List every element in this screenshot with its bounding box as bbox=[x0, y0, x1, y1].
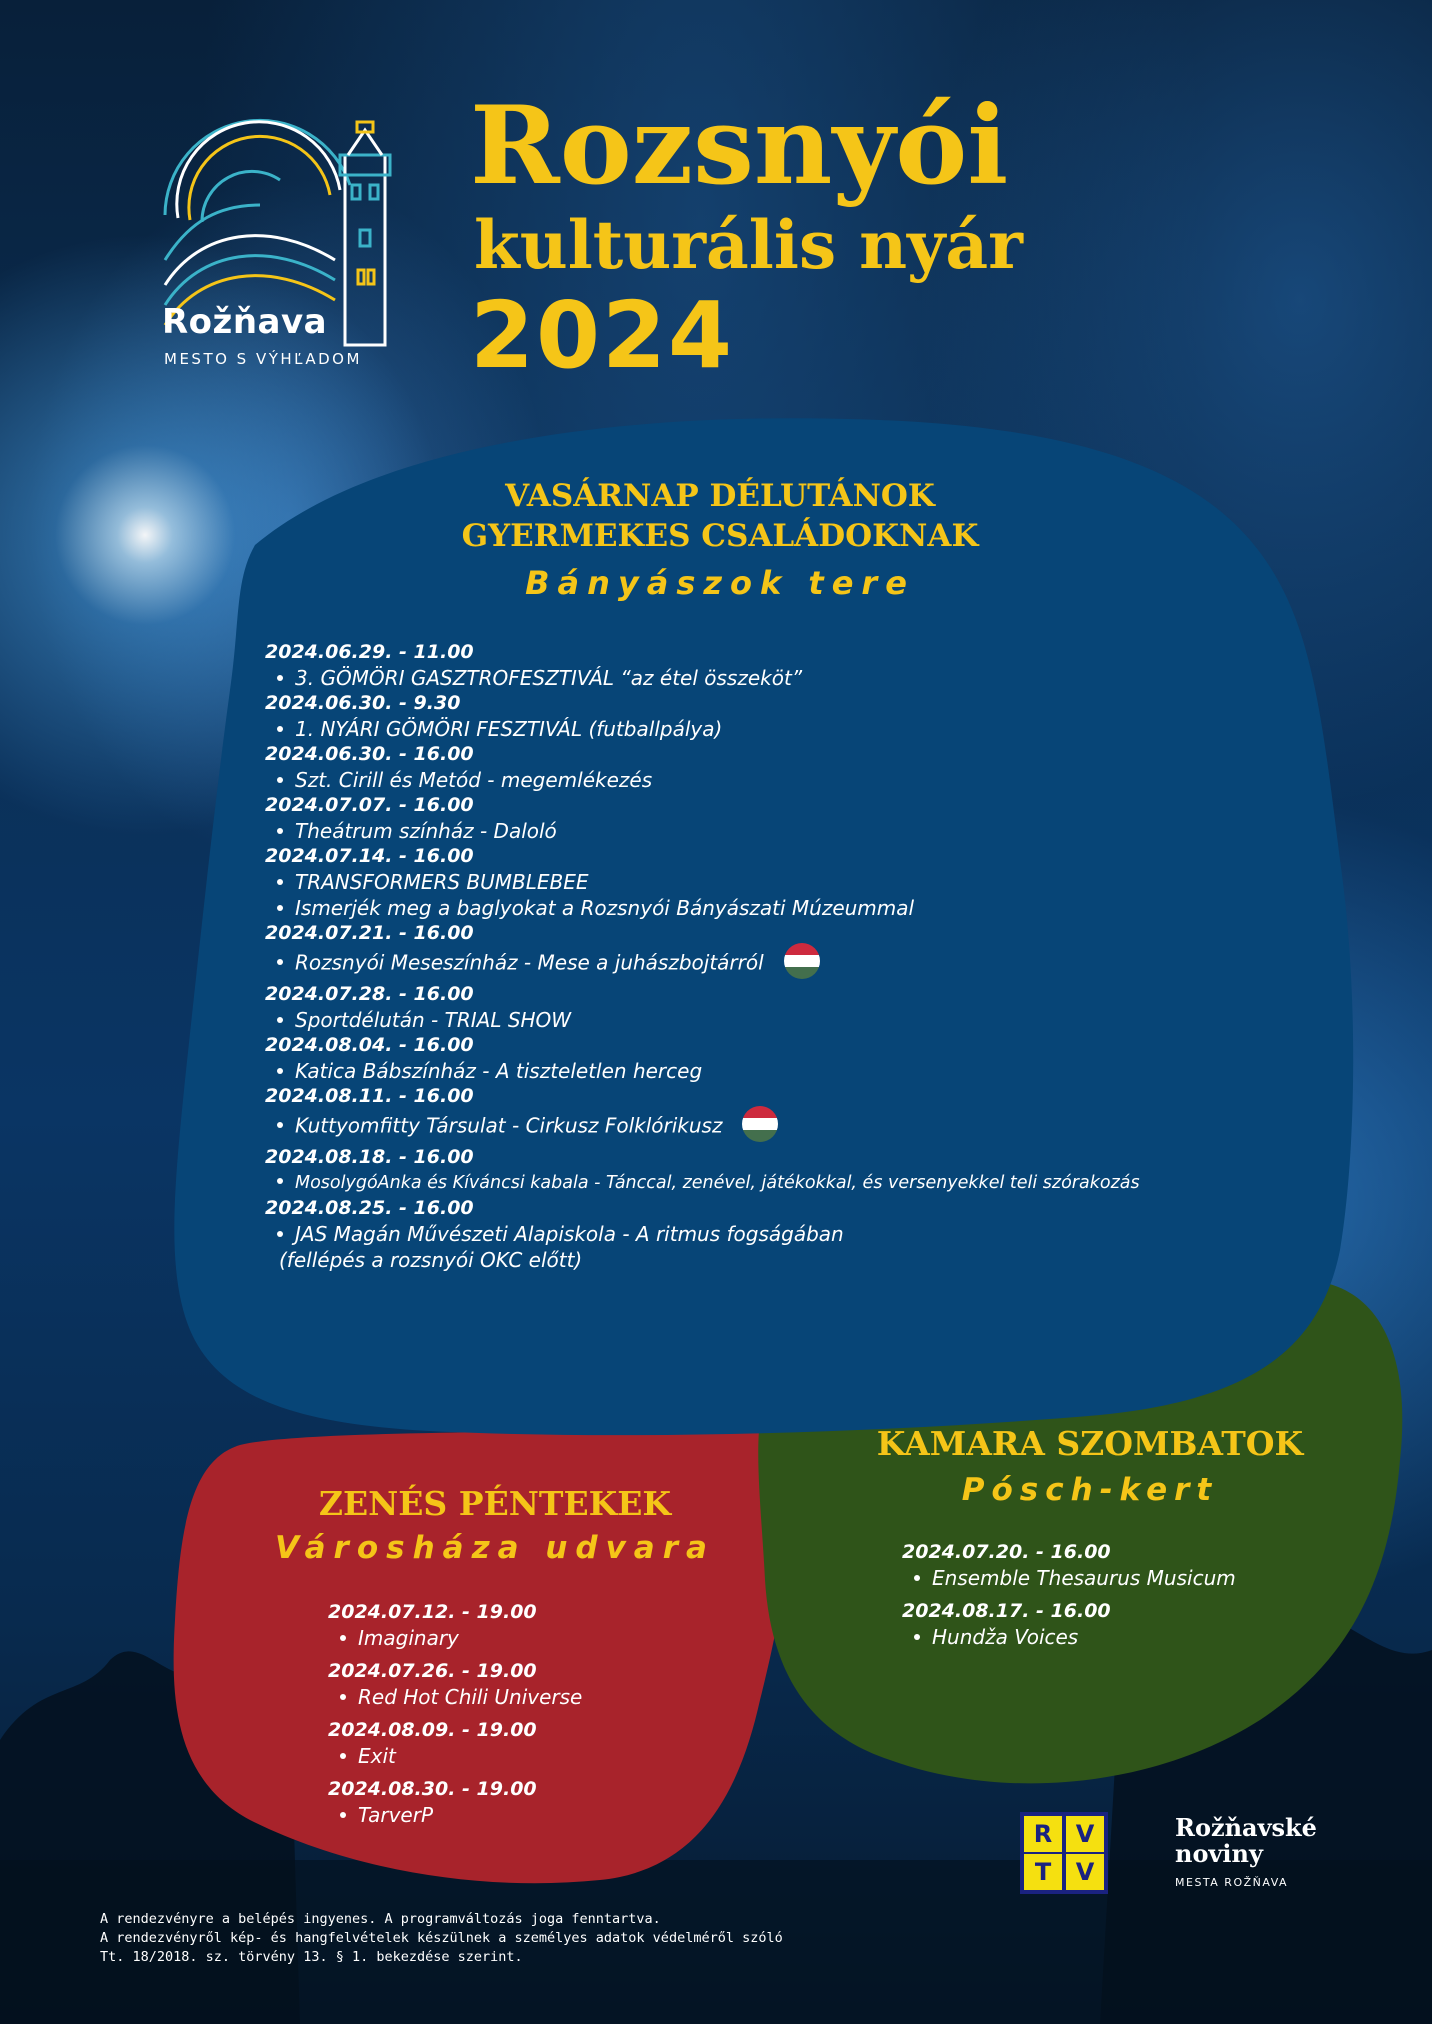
event-item: MosolygóAnka és Kíváncsi kabala - Tánccal, zenével, játékokkal, és versenyekkel teli szórakozás bbox=[265, 1170, 1140, 1196]
title-line-2: kulturális nyár bbox=[474, 206, 1023, 284]
event-date: 2024.07.20. - 16.00 bbox=[902, 1541, 1111, 1563]
sunday-heading-2: GYERMEKES CSALÁDOKNAK bbox=[461, 518, 979, 554]
rvtv-letter: T bbox=[1024, 1854, 1062, 1890]
hungarian-flag-icon bbox=[742, 1106, 778, 1142]
rvtv-letter: V bbox=[1066, 1816, 1104, 1852]
newspaper-name-line-2: noviny bbox=[1175, 1839, 1263, 1868]
title-line-1: Rozsnyói bbox=[470, 83, 1009, 209]
event-date: 2024.06.30. - 16.00 bbox=[265, 743, 474, 765]
rvtv-letter: V bbox=[1066, 1854, 1104, 1890]
event-date: 2024.08.30. - 19.00 bbox=[328, 1778, 537, 1800]
logo-city-name: Rožňava bbox=[162, 302, 328, 342]
newspaper-subtitle: MESTA ROŽŇAVA bbox=[1175, 1876, 1289, 1889]
event-item: Rozsnyói Meseszínház - Mese a juhászbojtárról bbox=[265, 946, 1140, 982]
event-date: 2024.06.29. - 11.00 bbox=[265, 641, 474, 663]
event-date: 2024.08.11. - 16.00 bbox=[265, 1085, 474, 1107]
event-item: Ismerjék meg a baglyokat a Rozsnyói Bányászati Múzeummal bbox=[265, 895, 1140, 921]
event-note: (fellépés a rozsnyói OKC előtt) bbox=[279, 1248, 583, 1272]
footer-line: A rendezvényre a belépés ingyenes. A programváltozás joga fenntartva. bbox=[100, 1911, 661, 1927]
footer-note bbox=[100, 1910, 783, 1967]
event-item: Exit bbox=[328, 1743, 582, 1769]
event-item: TRANSFORMERS BUMBLEBEE bbox=[265, 869, 1140, 895]
newspaper-logo bbox=[1175, 1815, 1317, 1867]
friday-heading: ZENÉS PÉNTEKEK bbox=[318, 1484, 672, 1523]
event-item: Hundža Voices bbox=[902, 1624, 1236, 1650]
event-item: JAS Magán Művészeti Alapiskola - A ritmus fogságában bbox=[265, 1221, 1140, 1247]
event-date: 2024.07.21. - 16.00 bbox=[265, 922, 474, 944]
event-date: 2024.07.12. - 19.00 bbox=[328, 1601, 537, 1623]
event-date: 2024.08.17. - 16.00 bbox=[902, 1600, 1111, 1622]
title-year: 2024 bbox=[470, 282, 735, 389]
newspaper-name-line-1: Rožňavské bbox=[1175, 1813, 1317, 1842]
sunday-event-list bbox=[265, 640, 1140, 1273]
event-item: Szt. Cirill és Metód - megemlékezés bbox=[265, 767, 1140, 793]
logo-tagline: MESTO S VÝHĽADOM bbox=[164, 350, 362, 368]
friday-venue: Városháza udvara bbox=[275, 1530, 715, 1566]
event-item: Katica Bábszínház - A tiszteletlen herceg bbox=[265, 1058, 1140, 1084]
rvtv-letter: R bbox=[1024, 1816, 1062, 1852]
sunday-venue: Bányászok tere bbox=[525, 564, 915, 602]
event-date: 2024.06.30. - 9.30 bbox=[265, 692, 461, 714]
saturday-event-list bbox=[902, 1540, 1236, 1650]
event-date: 2024.07.26. - 19.00 bbox=[328, 1660, 537, 1682]
event-item: Imaginary bbox=[328, 1625, 582, 1651]
event-item: 3. GÖMÖRI GASZTROFESZTIVÁL “az étel összeköt” bbox=[265, 665, 1140, 691]
event-item: Ensemble Thesaurus Musicum bbox=[902, 1565, 1236, 1591]
event-item: 1. NYÁRI GÖMÖRI FESZTIVÁL (futballpálya) bbox=[265, 716, 1140, 742]
event-date: 2024.08.25. - 16.00 bbox=[265, 1197, 474, 1219]
rvtv-logo bbox=[1020, 1812, 1108, 1894]
event-date: 2024.08.04. - 16.00 bbox=[265, 1034, 474, 1056]
event-date: 2024.08.18. - 16.00 bbox=[265, 1146, 474, 1168]
event-date: 2024.07.28. - 16.00 bbox=[265, 983, 474, 1005]
event-item: Red Hot Chili Universe bbox=[328, 1684, 582, 1710]
event-date: 2024.07.14. - 16.00 bbox=[265, 845, 474, 867]
saturday-venue: Pósch-kert bbox=[961, 1472, 1219, 1508]
hungarian-flag-icon bbox=[784, 943, 820, 979]
sunday-heading-1: VASÁRNAP DÉLUTÁNOK bbox=[505, 478, 935, 514]
footer-line: A rendezvényről kép- és hangfelvételek készülnek a személyes adatok védelméről szóló bbox=[100, 1930, 783, 1946]
event-item: Theátrum színház - Daloló bbox=[265, 818, 1140, 844]
footer-line: Tt. 18/2018. sz. törvény 13. § 1. bekezdése szerint. bbox=[100, 1949, 523, 1965]
event-item: TarverP bbox=[328, 1802, 582, 1828]
event-item: Sportdélután - TRIAL SHOW bbox=[265, 1007, 1140, 1033]
saturday-heading: KAMARA SZOMBATOK bbox=[876, 1424, 1304, 1463]
event-date: 2024.08.09. - 19.00 bbox=[328, 1719, 537, 1741]
event-date: 2024.07.07. - 16.00 bbox=[265, 794, 474, 816]
event-item: Kuttyomfitty Társulat - Cirkusz Folklórikusz bbox=[265, 1109, 1140, 1145]
friday-event-list bbox=[328, 1600, 582, 1828]
